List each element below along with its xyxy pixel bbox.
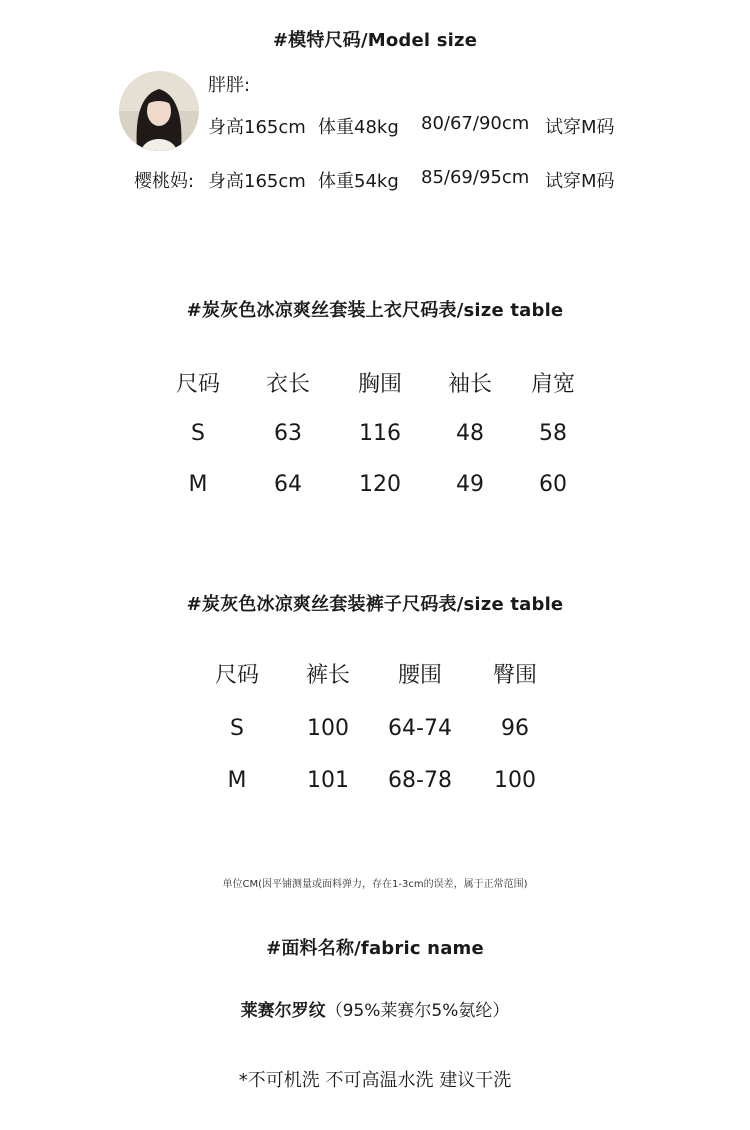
pants-row-s-length: 100 <box>307 716 349 741</box>
top-header-size: 尺码 <box>175 372 220 397</box>
pants-header-waist: 腰围 <box>397 663 442 688</box>
model-size-heading: #模特尺码/Model size <box>272 30 478 51</box>
pants-row-s-hip: 96 <box>501 716 529 741</box>
top-size-table-heading: #炭灰色冰凉爽丝套装上衣尺码表/size table <box>186 300 564 321</box>
top-row-s-sleeve: 48 <box>456 421 484 446</box>
measurement-note: 单位CM(因平铺测量或面料弹力，存在1-3cm的误差，属于正常范围) <box>222 879 528 890</box>
model2-measurements: 85/69/95cm <box>421 167 530 188</box>
top-row-s-chest: 116 <box>359 421 401 446</box>
model2-weight: 体重54kg <box>318 171 399 192</box>
model2-name: 樱桃妈: <box>134 171 195 192</box>
model2-height: 身高165cm <box>208 171 306 192</box>
pants-row-s-waist: 64-74 <box>388 716 452 741</box>
pants-row-m-size: M <box>227 768 247 793</box>
model1-name: 胖胖: <box>208 75 251 96</box>
model1-height: 身高165cm <box>208 117 306 138</box>
top-header-chest: 胸围 <box>357 372 402 397</box>
top-row-s-length: 63 <box>274 421 302 446</box>
top-row-m-size: M <box>188 472 208 497</box>
fabric-heading: #面料名称/fabric name <box>266 938 484 959</box>
pants-row-m-waist: 68-78 <box>388 768 452 793</box>
fabric-composition: （95%莱赛尔5%氨纶） <box>325 1001 510 1021</box>
pants-header-hip: 臀围 <box>492 663 537 688</box>
top-row-s-shoulder: 58 <box>539 421 567 446</box>
top-row-m-sleeve: 49 <box>456 472 484 497</box>
model2-size: 试穿M码 <box>545 171 615 192</box>
fabric-name: 莱赛尔罗纹 <box>240 1001 326 1021</box>
pants-row-m-hip: 100 <box>494 768 536 793</box>
model1-size: 试穿M码 <box>545 117 615 138</box>
model1-weight: 体重48kg <box>318 117 399 138</box>
pants-size-table-heading: #炭灰色冰凉爽丝套装裤子尺码表/size table <box>186 594 564 615</box>
pants-header-size: 尺码 <box>214 663 259 688</box>
top-header-length: 衣长 <box>265 372 310 397</box>
top-header-shoulder: 肩宽 <box>530 372 575 397</box>
top-row-m-length: 64 <box>274 472 302 497</box>
fabric-info <box>0 996 750 1021</box>
top-header-sleeve: 袖长 <box>447 372 492 397</box>
model-avatar <box>119 71 199 151</box>
pants-row-m-length: 101 <box>307 768 349 793</box>
pants-header-length: 裤长 <box>305 663 350 688</box>
top-row-m-shoulder: 60 <box>539 472 567 497</box>
model1-measurements: 80/67/90cm <box>421 113 530 134</box>
pants-row-s-size: S <box>230 716 244 741</box>
top-row-s-size: S <box>191 421 205 446</box>
model-photo <box>119 71 199 151</box>
top-row-m-chest: 120 <box>359 472 401 497</box>
wash-instructions: *不可机洗 不可高温水洗 建议干洗 <box>238 1070 512 1091</box>
